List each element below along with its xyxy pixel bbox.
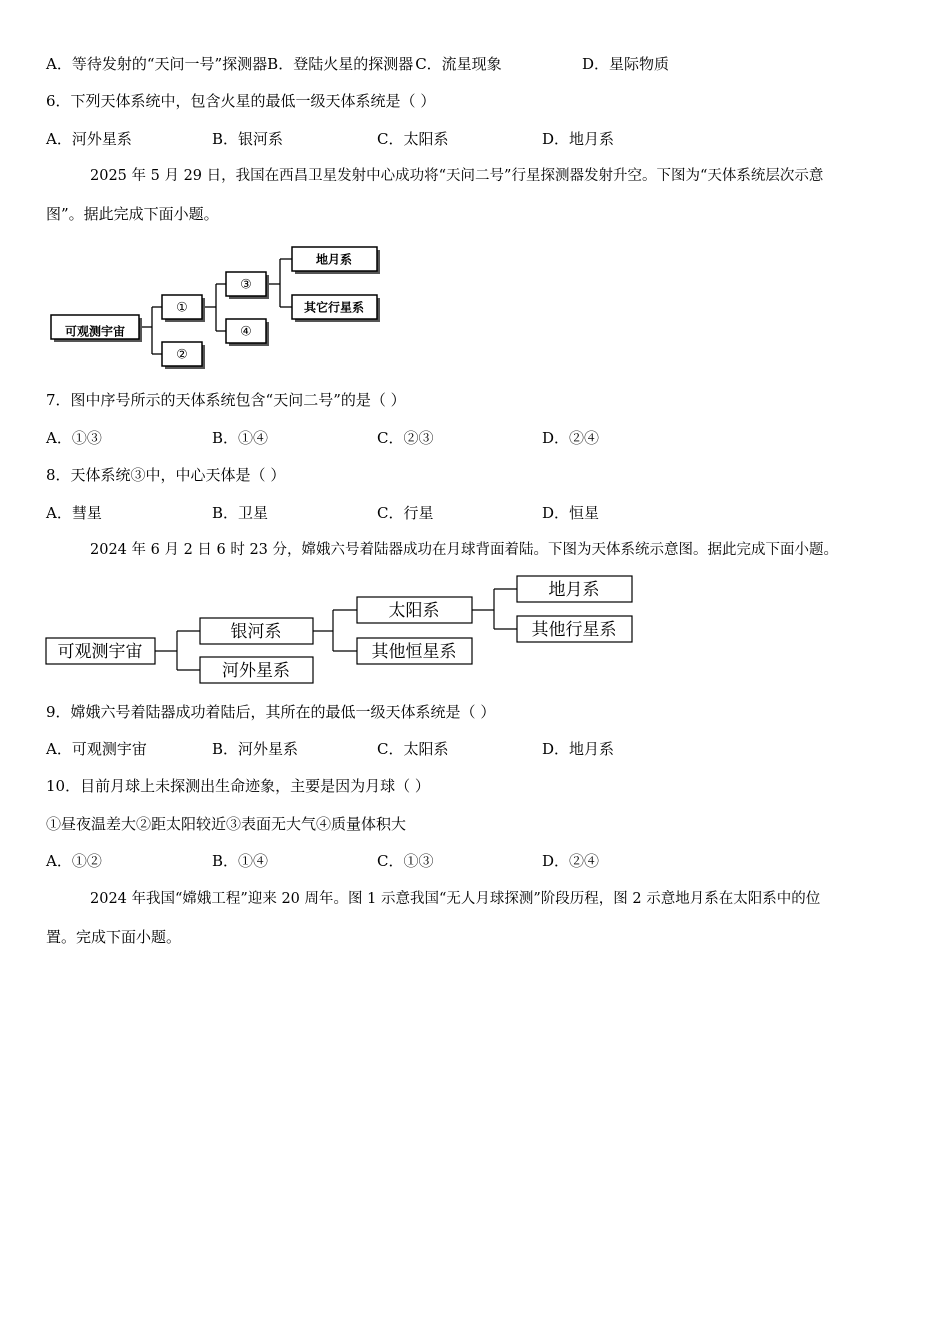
q9-option-b: B．河外星系 <box>212 740 299 758</box>
earth-moon-label-2: 地月系 <box>548 580 600 600</box>
q6-option-a: A．河外星系 <box>46 130 132 148</box>
q9-option-a: A．可观测宇宙 <box>46 740 147 758</box>
q10-option-c: C．①③ <box>377 852 434 870</box>
q6-option-c: C．太阳系 <box>377 130 449 148</box>
node-1-label: ① <box>176 300 188 316</box>
intro3-line1: 2024 年我国“嫦娥工程”迎来 20 周年。图 1 示意我国“无人月球探测”阶段历程，图 2 示意地月系在太阳系中的位 <box>90 891 821 907</box>
node-4-label: ④ <box>240 324 252 340</box>
milky-way-label: 银河系 <box>230 622 282 642</box>
q6-stem: 6．下列天体系统中，包含火星的最低一级天体系统是（ ） <box>46 92 436 110</box>
intro2-line1: 2024 年 6 月 2 日 6 时 23 分，嫦娥六号着陆器成功在月球背面着陆。下图为天体系统示意图。据此完成下面小题。 <box>90 542 839 558</box>
other-planets-label-1: 其它行星系 <box>303 300 365 315</box>
q9-option-d: D．地月系 <box>542 740 615 758</box>
intro3-line2: 置。完成下面小题。 <box>46 928 182 946</box>
intro1-line1: 2025 年 5 月 29 日，我国在西昌卫星发射中心成功将“天问二号”行星探测器发射升空。下图为“天体系统层次示意 <box>90 168 824 184</box>
q5-option-b: B．登陆火星的探测器 <box>267 55 414 73</box>
q8-stem: 8．天体系统③中，中心天体是（ ） <box>46 466 286 484</box>
q5-option-c: C．流星现象 <box>415 55 502 73</box>
other-stars-label: 其他恒星系 <box>371 642 457 662</box>
extragalactic-label: 河外星系 <box>222 661 290 681</box>
other-planets-label-2: 其他行星系 <box>531 620 617 640</box>
solar-system-label: 太阳系 <box>388 601 440 621</box>
node-2-label: ② <box>176 347 188 363</box>
q6-option-b: B．银河系 <box>212 130 284 148</box>
q8-option-d: D．恒星 <box>542 504 600 522</box>
q8-option-c: C．行星 <box>377 504 434 522</box>
q7-option-b: B．①④ <box>212 429 269 447</box>
intro1-line2: 图”。据此完成下面小题。 <box>46 205 219 223</box>
q5-option-a: A．等待发射的“天问一号”探测器 <box>46 55 268 73</box>
q10-choices: ①昼夜温差大②距太阳较近③表面无大气④质量体积大 <box>46 815 407 833</box>
q7-stem: 7．图中序号所示的天体系统包含“天问二号”的是（ ） <box>46 391 406 409</box>
node-3-label: ③ <box>240 277 252 293</box>
q10-option-a: A．①② <box>46 852 102 870</box>
root-label-1: 可观测宇宙 <box>64 324 126 339</box>
q9-option-c: C．太阳系 <box>377 740 449 758</box>
root-label-2: 可观测宇宙 <box>57 642 143 662</box>
q10-stem: 10．目前月球上未探测出生命迹象，主要是因为月球（ ） <box>46 777 430 795</box>
q9-stem: 9．嫦娥六号着陆器成功着陆后，其所在的最低一级天体系统是（ ） <box>46 703 496 721</box>
q10-option-b: B．①④ <box>212 852 269 870</box>
q8-option-a: A．彗星 <box>46 504 102 522</box>
q7-option-c: C．②③ <box>377 429 434 447</box>
q7-option-d: D．②④ <box>542 429 600 447</box>
q8-option-b: B．卫星 <box>212 504 269 522</box>
earth-moon-label-1: 地月系 <box>315 252 353 267</box>
q10-option-d: D．②④ <box>542 852 600 870</box>
q7-option-a: A．①③ <box>46 429 102 447</box>
q5-option-d: D．星际物质 <box>582 55 670 73</box>
q6-option-d: D．地月系 <box>542 130 615 148</box>
